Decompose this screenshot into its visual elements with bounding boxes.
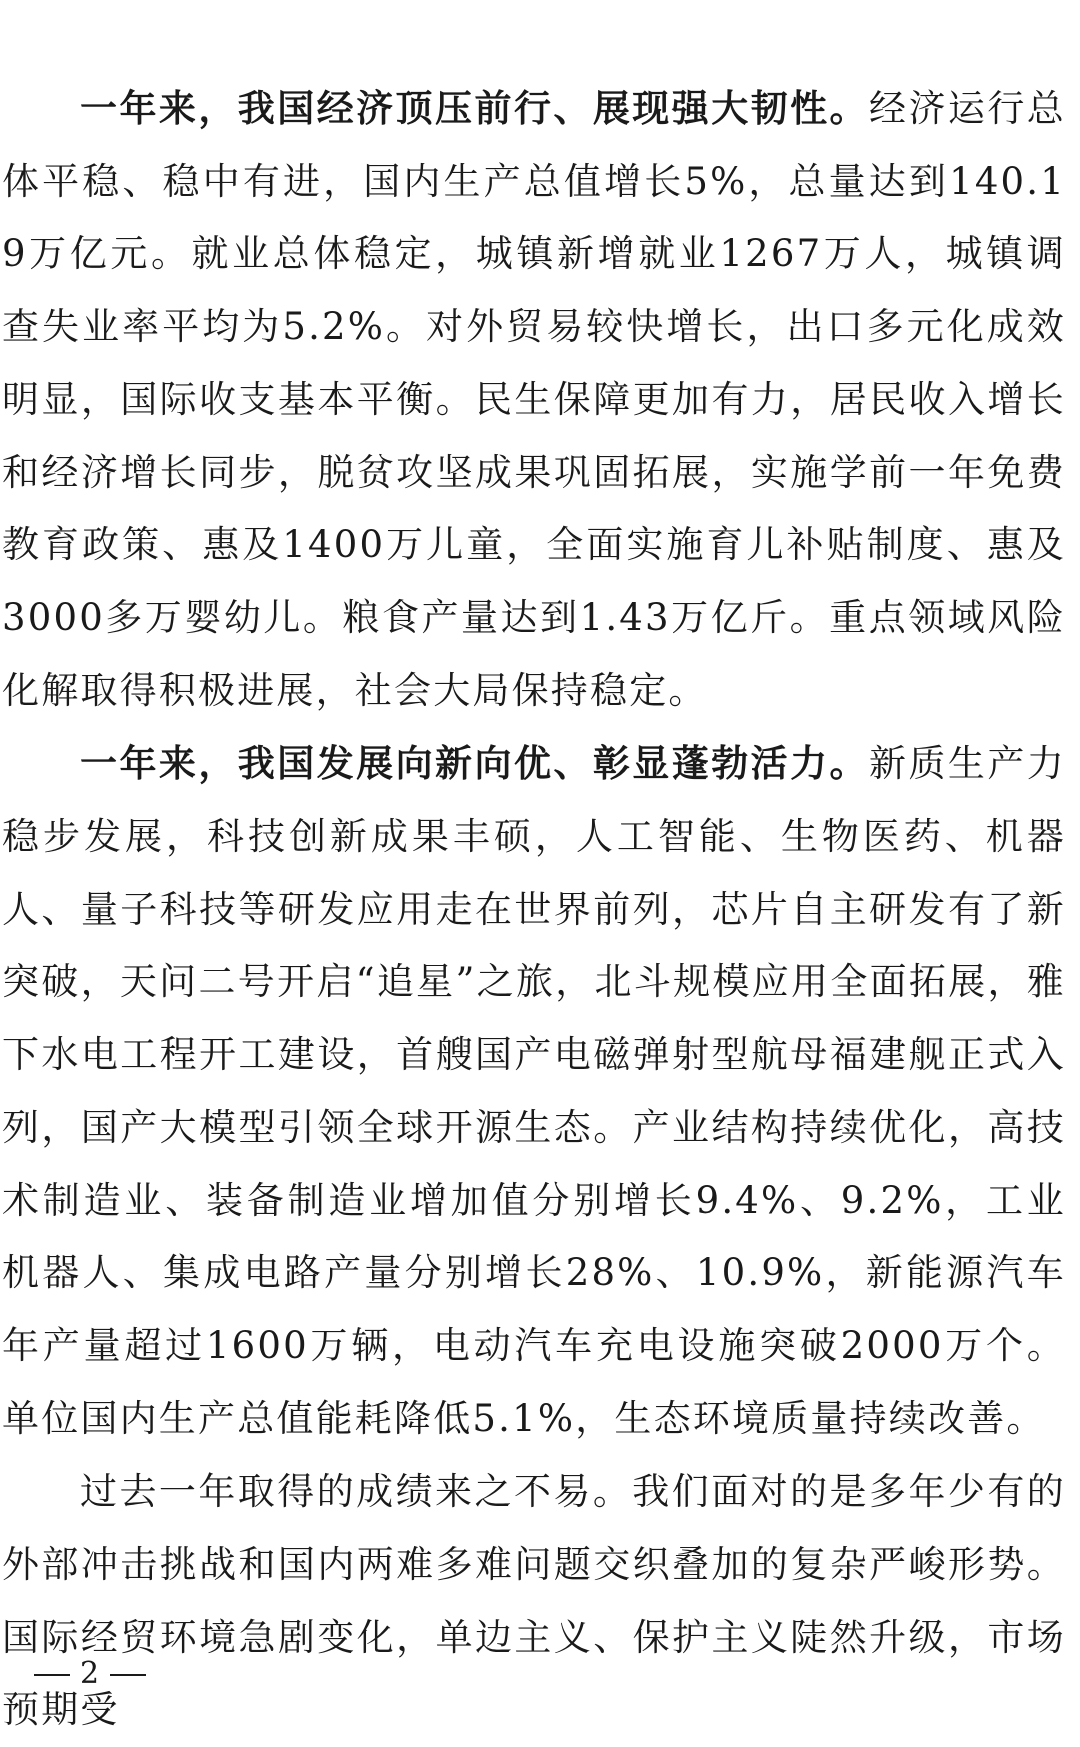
paragraph-lead: 一年来，我国经济顶压前行、展现强大韧性。 xyxy=(80,86,869,130)
paragraph-lead: 一年来，我国发展向新向优、彰显蓬勃活力。 xyxy=(80,741,869,786)
paragraph-body: 经济运行总体平稳、稳中有进，国内生产总值增长5%，总量达到140.19万亿元。就业总体稳定，城镇新增就业1267万人，城镇调查失业率平均为5.2%。对外贸易较快增长，出口多元化成效明显，国际收支基本平衡。民生保障更加有力，居民收入增长和经济增长同步，脱贫攻坚成果巩固拓展，实施学前一年免费教育政策、惠及1400万儿童，全面实施育儿补贴制度、惠及3000多万婴幼儿。粮食产量达到1.43万亿斤。重点领域风险化解取得积极进展，社会大局保持稳定。 xyxy=(2,87,1066,712)
paragraph-challenges xyxy=(2,1455,1066,1747)
paragraph-economy xyxy=(2,72,1066,727)
footer-dash-left xyxy=(34,1674,70,1676)
paragraph-body: 新质生产力稳步发展，科技创新成果丰硕，人工智能、生物医药、机器人、量子科技等研发应用走在世界前列，芯片自主研发有了新突破，天问二号开启“追星”之旅，北斗规模应用全面拓展，雅下水电工程开工建设，首艘国产电磁弹射型航母福建舰正式入列，国产大模型引领全球开源生态。产业结构持续优化，高技术制造业、装备制造业增加值分别增长9.4%、9.2%，工业机器人、集成电路产量分别增长28%、10.9%，新能源汽车年产量超过1600万辆，电动汽车充电设施突破2000万个。单位国内生产总值能耗降低5.1%，生态环境质量持续改善。 xyxy=(2,742,1066,1440)
body-text xyxy=(0,72,1080,1747)
page-footer xyxy=(24,1656,156,1691)
page-number: 2 xyxy=(80,1656,101,1691)
paragraph-development xyxy=(2,727,1066,1455)
paragraph-body: 过去一年取得的成绩来之不易。我们面对的是多年少有的外部冲击挑战和国内两难多难问题交织叠加的复杂严峻形势。国际经贸环境急剧变化，单边主义、保护主义陡然升级，市场预期受 xyxy=(2,1470,1066,1732)
footer-dash-right xyxy=(110,1674,146,1676)
